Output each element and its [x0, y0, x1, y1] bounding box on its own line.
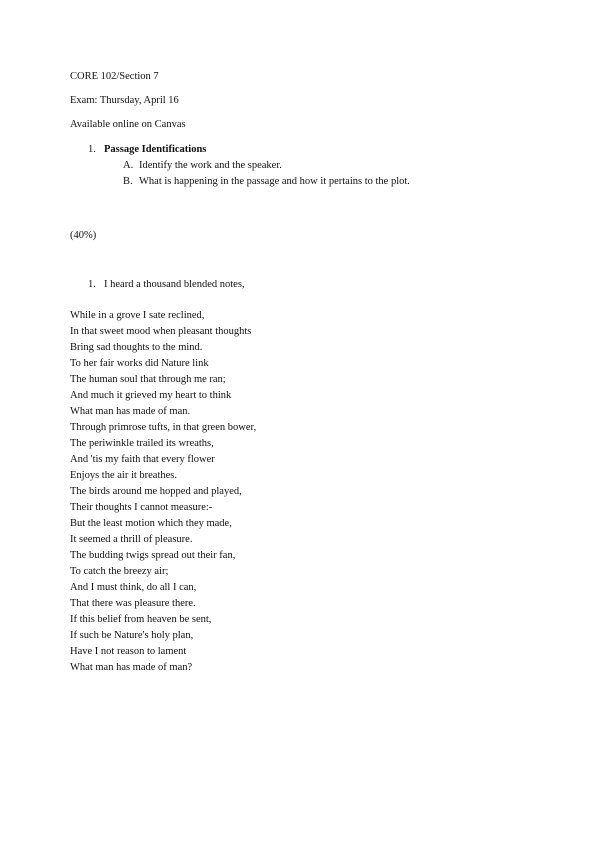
- poem-line: The budding twigs spread out their fan,: [70, 550, 236, 561]
- availability-note: Available online on Canvas: [70, 119, 186, 130]
- poem-line: And 'tis my faith that every flower: [70, 454, 215, 465]
- poem-line: The periwinkle trailed its wreaths,: [70, 438, 214, 449]
- poem-line: And much it grieved my heart to think: [70, 390, 232, 401]
- instruction-letter: B.: [123, 176, 133, 187]
- poem-line: The human soul that through me ran;: [70, 374, 226, 385]
- passage-number: 1.: [88, 279, 96, 290]
- instruction-text: Identify the work and the speaker.: [139, 160, 282, 171]
- poem-line: It seemed a thrill of pleasure.: [70, 534, 193, 545]
- poem-line: What man has made of man.: [70, 406, 191, 417]
- poem-line: The birds around me hopped and played,: [70, 486, 242, 497]
- poem-line: To catch the breezy air;: [70, 566, 169, 577]
- poem-line: But the least motion which they made,: [70, 518, 232, 529]
- instruction-text: What is happening in the passage and how it pertains to the plot.: [139, 176, 410, 187]
- section-weight: (40%): [70, 230, 97, 241]
- poem-line: Enjoys the air it breathes.: [70, 470, 178, 481]
- poem-line: If this belief from heaven be sent,: [70, 614, 212, 625]
- section-heading: [88, 143, 206, 156]
- instruction-letter: A.: [123, 160, 134, 171]
- poem-line: While in a grove I sate reclined,: [70, 310, 205, 321]
- passage-first-line: I heard a thousand blended notes,: [104, 279, 245, 290]
- section-number: 1.: [88, 144, 96, 155]
- course-heading: CORE 102/Section 7: [70, 71, 159, 82]
- poem-line: Bring sad thoughts to the mind.: [70, 342, 203, 353]
- section-title: Passage Identifications: [104, 144, 207, 155]
- instruction-a: [123, 159, 282, 172]
- poem-line: Have I not reason to lament: [70, 646, 187, 657]
- poem-line: To her fair works did Nature link: [70, 358, 209, 369]
- poem-line: If such be Nature's holy plan,: [70, 630, 194, 641]
- poem-line: That there was pleasure there.: [70, 598, 196, 609]
- poem-passage: [70, 309, 256, 677]
- instruction-b: [123, 175, 410, 188]
- poem-line: What man has made of man?: [70, 662, 193, 673]
- poem-line: Their thoughts I cannot measure:-: [70, 502, 213, 513]
- poem-line: Through primrose tufts, in that green bower,: [70, 422, 257, 433]
- poem-line: And I must think, do all I can,: [70, 582, 197, 593]
- poem-line: In that sweet mood when pleasant thoughts: [70, 326, 252, 337]
- passage-heading: [88, 278, 245, 291]
- exam-date: Exam: Thursday, April 16: [70, 95, 179, 106]
